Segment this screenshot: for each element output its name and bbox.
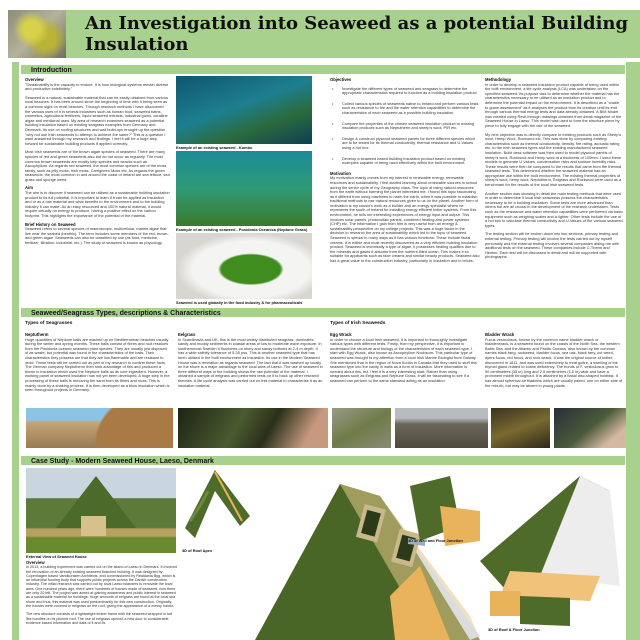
case-study-overview [26, 561, 178, 629]
case-overview-text: In 2013, a building experiment was carried out on the island of Laeso in Denmark. It involved the renovation of an already existing seaweed thatched building. It was designed by Copenhagen based Vandkunsten Architects, and commissioned by Realdania Byg, which is an influential funding body that supports public projects across the Danish construction industry. The initial research was carried out by local Laeso islanders to renovate the local area. One hundred years ago, there were hundreds of houses made of seaweed, now there are only 20 left. The project was aimed at gaining awareness and public interest in seaweed as a sustainable material for buildings. Huge amounts of eelgrass are found at the local sea shore and thus, this material was used predominantly for this new construction. Originally, the houses were covered in eelgrass on the roof, giving the appearance of a messy hairdo. [26, 565, 178, 608]
neptune-balls-photo [26, 408, 173, 448]
kombu-photo [176, 76, 312, 144]
overview-paragraph: Most Irish seaweeds are of the brown algae species of seaweed. There are many species of red and green seaweeds also but do not occur as regularly. The most common brown seaweeds are mostly kelp species and wracks such as Ascophyllum. As regards red seaweed, the most common species are of the moss family, such as jelly moss, Irish moss, Carrigheen Moss etc. As regards the green seaweeds, the most common in and around the coast of Ireland are sea lettuce, sea grass and sponge weed. [25, 149, 170, 182]
type-text: In Scandinavia and UK, this is the most widely distributed seagrass, dominates sandy and muddy sediments in coastal areas of low to moderate wave exposure. In southernmost Sweden it flourishes on stony and sandy bottoms at 2-4 m depth. It has a wide salinity tolerance of 5-35 psu. This is another seaweed type that has been utilised in the built environment as insulation. Its use in the Modern Seaweed House was a revelation as regards seaweed. The fact that it was washed up locally on the shore is a major advantage to the local area of Laeso. The use of seaweed in three different ways in the building shows the raw potential of the material. I obtained a sample of eelgrass and performed tests on it to back up other research theories. A life cycle analysis was carried out on this material to characterise it as an insulation material. [178, 336, 323, 388]
type-text: In order to choose a local Irish seaweed, it is important to thoroughly investigate various types with different tests. Firstly, from my perspective, it is important to understand the structure and biology of the characteristics of each seaweed type. I start with Egg Wrack, also known as Ascophyllum Nodosum. This particular type of seaweed was brought to my attention from a local Irish Marine Biologist from Galway. She mentioned that in the region of Nova Scotia in Canada that they used to stuff this seaweed type into the cavity in walls as a form of insulation. More information is needed about this, but I feel it is a very interesting start. Rather than using seagrasses such as Eelgrass and Neptune Grass, it will be fascinating to see if a seaweed can perform to the same standard acting as an insulation. [330, 336, 477, 383]
type-name: Neptutherm [25, 332, 49, 337]
section-heading-introduction: Introduction [20, 64, 626, 75]
type-name: Eelgrass [178, 332, 196, 337]
methodology-title: Methodology [485, 77, 512, 82]
roof-apex-model [185, 470, 250, 538]
methodology-text: My next objective was to directly compare to existing products such as Sheep's wool, Hemp Wool, Rockwool etc. This was done by comparing existing characteristics such as thermal conductivity, density, fire rating, acoustic rating etc. to the Irish seaweed types and the existing manufactured seaweed insulation. Build desk software was then used to model plywood panels of sheep's wool, Rockwool and Hemp wool at a thickness of 100mm. I used these models to generate U Values, condensation risks and surface humidity risks. These results were then be compared to the results that came from the thermal seaweed tests. This determined whether the seaweed material had an appropriate use within the built environment. The existing thermal properties of sheep's wool, hemp wool, Neptutherm, Eelgrass and Rockwool were used as a benchmark for the results of the local Irish seaweed tests. [485, 131, 622, 188]
methodology-text: Another section was showing in detail the main testing methods that were used in order to determine if local Irish seaweeds possess the characteristics necessary to be a building insulation. Some tests are more advanced than others but are all crucial in the development of the research undertaken. Tests such as the resistance and water retention capabilities were performed via basic equipment such as weighing scales and a lighter. Other tests include the use of a hot box to calculate thermal conductivity and U-Values of the various seaweed types. [485, 190, 623, 228]
aim-text: The aim is to discover if seaweed can be utilised as a sustainable building insulation product to its full potential. It is important to learn if it can be applied as insulation and or as a raw material and what benefits to the environment and to the building industry it can make. As an easy resourced and 100% natural material, it would require virtually no energy to produce, having a positive effect on the carbon footprint. This highlights the importance of the potential of the material. [25, 190, 170, 219]
eelgrass-photo [178, 408, 328, 448]
overview-quote: "Sustainability is the capacity to endure. It is how biological systems remain diverse and productive indefinitely." [25, 81, 169, 92]
house-illustration [26, 468, 176, 553]
bladder-wrack-description [485, 333, 623, 388]
type-text: Huge quantities of Neptune balls are washed up on Mediterranean beaches usually during the winter and spring months. These balls consist of fibres and root residues from the Posidonia oceanic seaweed plant species. They are usually just disposed of as waste, but potential was found in the characteristics of the balls. Their characteristics they possess are that they are low flammable and are resistant to mold. These tests will be carried out as part of my research to confirm these facts. The German company Neptutherm then took advantage of this and produced a blown in insulation which used the Neptune balls as its core ingredient. However, a working panel of seaweed insulation has not yet been developed. A huge step in the processing of these balls is removing the sand from its fibres and roots. This is mainly done by a shaking process. It is then developed as a blow insulation which is seen throughout projects in Germany. [25, 336, 170, 393]
objective-item: • Develop a seaweed based building insulation product based on existing examples capable of being used effectively within the built environment. [330, 157, 480, 166]
roof-floor-junction-model [480, 476, 620, 626]
type-name: Bladder Wrack [485, 332, 515, 337]
neptune-grass-caption: Example of an existing seaweed - Posidonia Oceanica (Neptune Grass) [176, 227, 308, 232]
3d-model-drawings [180, 466, 626, 640]
roof-apex-label: 3D of Roof Apex [182, 548, 213, 553]
motivation-title: Motivation [330, 170, 351, 176]
objectives-column [330, 78, 480, 268]
seaweed-house-exterior-photo [26, 468, 176, 553]
objective-item: • Collect various species of seaweeds native to Ireland and perform various tests such as resistance to fire and the water retention capabilities to determine the characteristics of each seaweed as a possible building insulation. [330, 102, 480, 116]
motivation-text: Seaweed is special in many ways as it has various functions. These include facial creams. It is edible and most recently discovered as a very efficient building insulation product. Seaweed is technically a type of algae, it possesses healing qualities due to the minerals and gases it absorbs from the nutrient-filled ocean. This makes it so suitable for applicants such as face creams and similar beauty products. Seaweed also has a great value to the construction industry, particularly in insulation and in bricks. [330, 235, 480, 263]
objective-item: • Design & construct plywood seaweed panels for three different species which are to be tested for its thermal conductivity, thermal resistance and U-Values using a hot box. [330, 137, 480, 151]
irish-seaweed-types-title: Types of Irish Seaweeds [330, 321, 386, 326]
aim-title: Aim [25, 185, 33, 191]
neptutherm-description [25, 333, 170, 393]
kombu-caption: Example of an existing seaweed - Kombu [176, 145, 253, 150]
roof-floor-junction-label: 3D of Roof & Floor Junction [488, 627, 540, 632]
right-border [626, 62, 640, 640]
case-overview-text: The new structure consists of a lightweight timber frame with the seaweed wrapped in turf like bundles on its pitched roof. The use of eelgrass opened a new door to considerable evidence based information and data of it and its [26, 612, 173, 625]
methodology-text: In order to develop a seaweed insulation product capable of being used within the built environment, a life cycle analysis (LCA) was undertaken on the specified seaweed. Its purpose was to determine whether the material has the characteristics necessary to be utilised as an insulation product and to determine the potential impact on the environment. It is described as a "cradle to grave assessment" as it analyses the product from its creation until its end through various thermal energy tests and data already obtained. A BIM Model was created using Revit through drawings obtained from detail magazine of the Seaweed House in Laeso. This model was used to form the structure piece by piece to fully engage with the use of the seaweed. [485, 81, 622, 128]
objectives-title: Objectives [330, 77, 352, 82]
case-overview-title: Overview [26, 560, 45, 565]
methodology-text: The testing section will be broken down into two sections, primary testing and external testing. Primary testing will involve the tests carried out by myself personally and the external testing involves several companies aiding me with additional tests on the seaweed. These companies include C-Therm and Hentec. Each test will be discussed in detail and will be supported with photographs. [485, 231, 619, 260]
bladder-wrack-photo [491, 408, 550, 448]
type-text: Fucus vesiculosus, known by the common name bladder wrack or bladderwrack, is a seaweed found on the coasts of the North Sea, the western Baltic Sea, and the Atlantic and Pacific Oceans, also known by the common names black tang, rockweed, bladder fucus, sea oak, black tany, cut weed, dyers fucus, red fucus, and rock wrack. It was the original source of iodine, discovered in 1811, and was used extensively to treat goitre, a swelling of the thyroid gland related to iodine deficiency. The fronds of F. vesiculosus grow to 90 centimetres (35 in) long and 2.5 centimetres (1.0 in) wide and have a prominent midrib throughout. It is attached by a basal disc-shaped holdfast. It has almost spherical air bladders which are usually paired, one on either side of the mid-rib, but may be absent in young plants. [485, 336, 623, 388]
wall-floor-junction-label: 3D of Wall and Floor Junction [408, 538, 463, 543]
egg-wrack-shore-photo [395, 408, 488, 448]
history-text: Seaweed refers to several species of macroscopic, multicellular, marine algae that live near the seabed (benthic). The term includes some members of the red, brown, and green algae. Seaweeds can also be classified by use (as food, medicine, fertilizer, filtration, industrial, etc.). The study of seaweed is known as phycology. [25, 226, 169, 245]
type-name: Egg Wrack [330, 332, 352, 337]
egg-wrack-rock-photo [332, 408, 391, 448]
methodology-column [485, 78, 623, 264]
seaweed-salad-photo [176, 233, 312, 299]
section-heading-types: Seaweed/Seagrass Types, descriptions & Characteristics [20, 307, 626, 318]
neptune-grass-photo [176, 151, 312, 226]
food-caption: Seaweed is used globally in the food industry & for pharmaceuticals [176, 300, 303, 305]
left-border [12, 62, 19, 640]
seagrass-types-title: Types of Seagrasses [25, 321, 73, 326]
history-title: Brief History on Seaweed [25, 221, 76, 227]
exterior-caption: External View of Seaweed House [26, 554, 87, 559]
eelgrass-description [178, 333, 323, 388]
overview-title: Overview [25, 77, 44, 82]
overview-paragraph: Seaweed is a natural, sustainable material that can be easily obtained from various local beaches. It has been around since the beginning of time with it being seen as a common sight on most beaches. Through research methods I have discovered the various uses of it in several industries such as human food, seaweed baths, cosmetics, agricultural fertilizers, liquid seaweed extracts, industrial gums, coralline algae and medicinal uses. My area of research examines seaweed as a potential building insulation based on existing seagrass examples from Germany and Denmark. Its use on roofing structures and wall build-ups brought up the question "why not use Irish seaweeds to attempt to achieve the same?" This is a question I want answered through my research and findings. I feel it will be a huge step forward for sustainable building products if applied correctly. [25, 94, 168, 146]
seaweed-photo-logo [8, 10, 66, 58]
motivation-text: My motivation mainly comes from my interest in renewable energy, renewable resources and sustainability. I first started learning about renewable sources in school during the senior cycle of my Geography class. The topic of using natural resources from the earth without harming the planet interested me. I found this topic fascinating as it differed from using machines to harm the earth, when it was possible to establish traditional methods to use natural resources given to us on the planet. Another form of motivation is my cousin's work as a builder and an energy specialist where he represents the south of Ireland for installing energy efficient boiler systems. From this environment, he tells me interesting experiences of energy input and output. This involves solar panels, photovoltaic panels, combined heating and power systems (CHP) etc. The information I gain from him is very useful from an energy & sustainability perspective on my college projects. This was a huge factor in the decision to research the area of sustainability which led to the topic of seaweed. [330, 175, 478, 236]
poster-title: An Investigation into Seaweed as a potential Building Insulation [85, 13, 629, 55]
section-heading-case-study: Case Study - Modern Seaweed House, Laeso, Denmark [20, 455, 626, 466]
egg-wrack-description [330, 333, 478, 384]
bladder-wrack-hand-photo [554, 408, 626, 448]
objective-item: • Compare the properties of the chosen seaweed insulation product to existing insulation products such as Neptutherm and sheep's wool, PIR etc. [330, 122, 480, 131]
objective-item: • Investigate the different types of seaweed and seagrass to determine the appropriate characteristics required to function as a building insulation product. [330, 87, 480, 96]
intro-text-column [25, 78, 170, 250]
